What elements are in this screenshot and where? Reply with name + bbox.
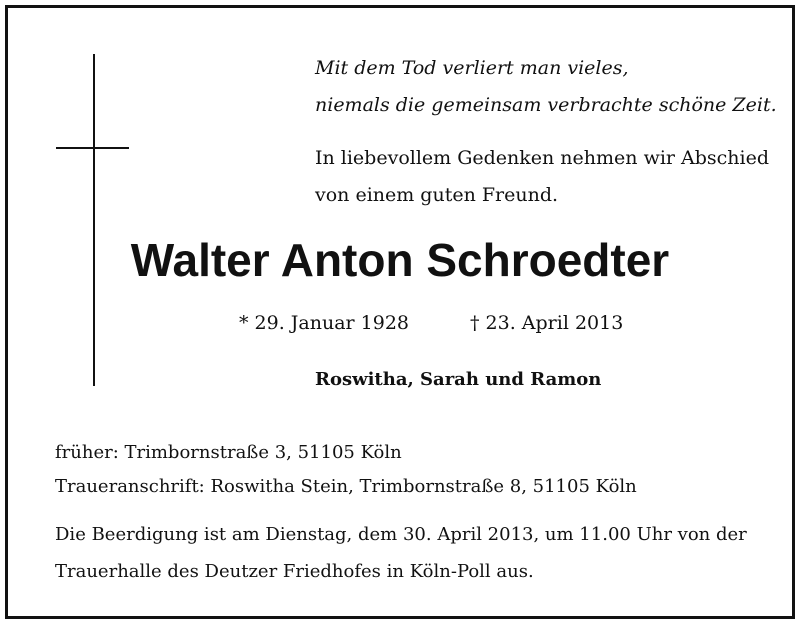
funeral-notice xyxy=(55,516,747,590)
former-address: früher: Trimbornstraße 3, 51105 Köln xyxy=(55,442,402,463)
death-date: † 23. April 2013 xyxy=(470,312,624,334)
cross-vertical-bar xyxy=(93,54,95,386)
funeral-line-1: Die Beerdigung ist am Dienstag, dem 30. April 2013, um 11.00 Uhr von der xyxy=(55,524,747,545)
obituary-frame xyxy=(5,5,795,619)
cross-horizontal-bar xyxy=(56,147,129,149)
quote xyxy=(315,50,777,124)
intro-line-2: von einem guten Freund. xyxy=(315,184,559,206)
address-block xyxy=(55,436,637,504)
family-names: Roswitha, Sarah und Ramon xyxy=(315,369,602,390)
farewell-intro xyxy=(315,140,769,214)
quote-line-2: niemals die gemeinsam verbrachte schöne Zeit. xyxy=(315,94,777,116)
deceased-name: Walter Anton Schroedter xyxy=(130,234,670,286)
mourning-address: Traueranschrift: Roswitha Stein, Trimbornstraße 8, 51105 Köln xyxy=(55,476,637,497)
birth-date: * 29. Januar 1928 xyxy=(239,312,410,334)
quote-line-1: Mit dem Tod verliert man vieles, xyxy=(315,57,629,79)
intro-line-1: In liebevollem Gedenken nehmen wir Abschied xyxy=(315,147,770,169)
funeral-line-2: Trauerhalle des Deutzer Friedhofes in Köln-Poll aus. xyxy=(55,561,534,582)
